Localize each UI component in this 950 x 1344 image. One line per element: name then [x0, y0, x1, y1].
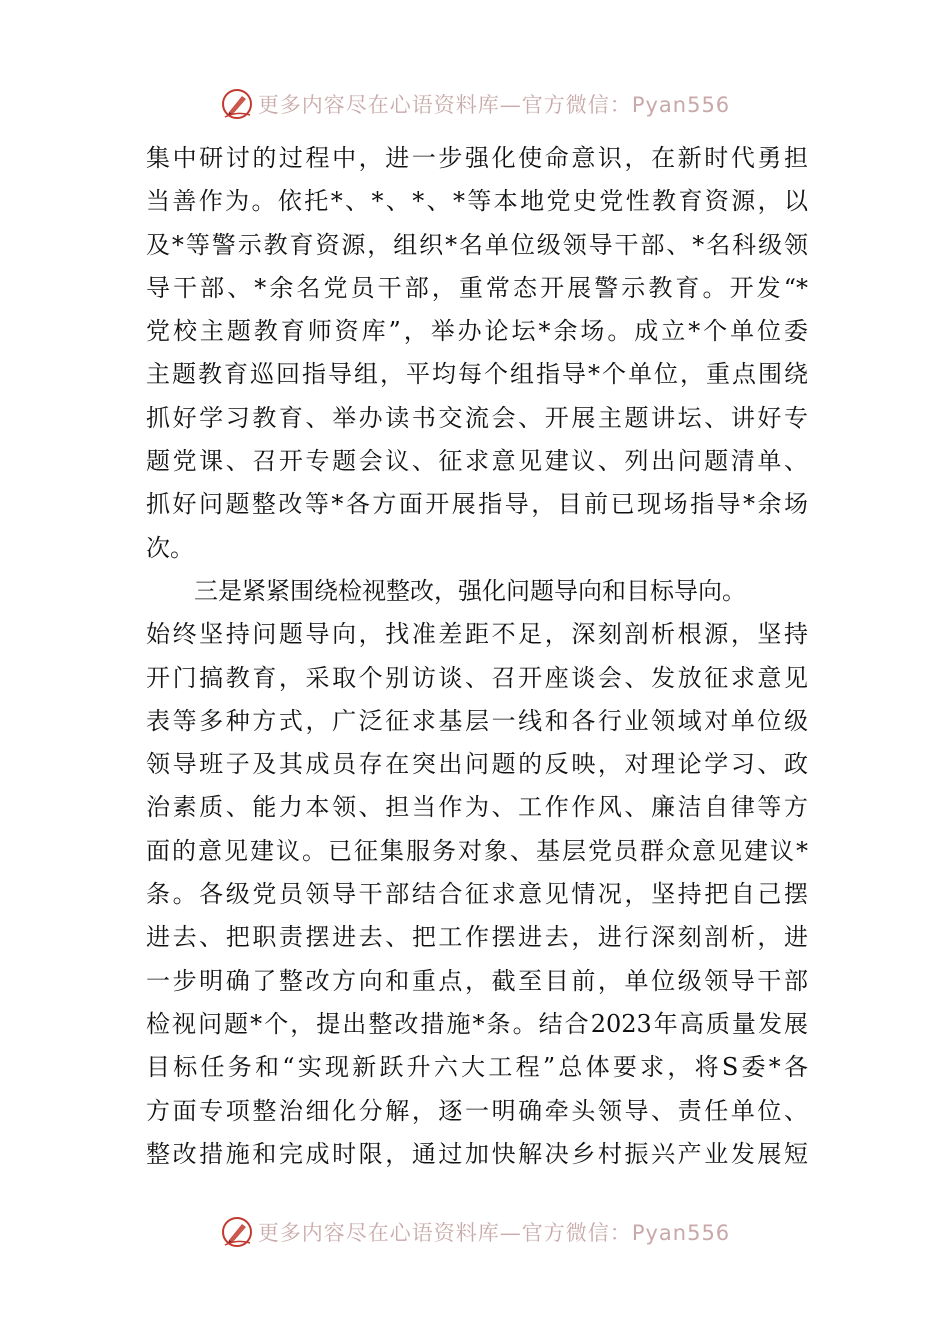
header-watermark — [0, 84, 950, 124]
text-line: 表等多种方式，广泛征求基层一线和各行业领域对单位级 — [146, 706, 808, 735]
pen-logo-icon — [220, 87, 254, 121]
text-line: 次。 — [146, 533, 194, 562]
text-line: 治素质、能力本领、担当作为、工作作风、廉洁自律等方 — [146, 793, 808, 822]
watermark-text: 更多内容尽在心语资料库—官方微信：Pyan556 — [257, 93, 731, 117]
text-line: 及*等警示教育资源，组织*名单位级领导干部、*名科级领 — [146, 230, 808, 259]
text-line: 进去、把职责摆进去、把工作摆进去，进行深刻剖析，进 — [146, 923, 808, 952]
pen-logo-icon — [220, 1215, 254, 1249]
text-line: 方面专项整治细化分解，逐一明确牵头领导、责任单位、 — [146, 1096, 808, 1125]
text-line: 主题教育巡回指导组，平均每个组指导*个单位，重点围绕 — [146, 360, 808, 389]
body-text — [146, 137, 808, 1176]
text-line: 面的意见建议。已征集服务对象、基层党员群众意见建议* — [146, 836, 808, 865]
text-line: 始终坚持问题导向，找准差距不足，深刻剖析根源，坚持 — [146, 620, 808, 649]
text-line: 开门搞教育，采取个别访谈、召开座谈会、发放征求意见 — [146, 663, 808, 692]
text-line: 导干部、*余名党员干部，重常态开展警示教育。开发“* — [146, 273, 808, 302]
text-line: 抓好问题整改等*各方面开展指导，目前已现场指导*余场 — [146, 490, 808, 519]
text-line: 条。各级党员领导干部结合征求意见情况，坚持把自己摆 — [146, 880, 808, 909]
text-line: 三是紧紧围绕检视整改，强化问题导向和目标导向。 — [194, 576, 746, 605]
text-line: 集中研讨的过程中，进一步强化使命意识，在新时代勇担 — [146, 144, 808, 172]
text-line: 党校主题教育师资库”，举办论坛*余场。成立*个单位委 — [146, 317, 808, 346]
footer-watermark — [0, 1212, 950, 1252]
text-line: 目标任务和“实现新跃升六大工程”总体要求，将S委*各 — [146, 1053, 808, 1082]
text-line: 检视问题*个，提出整改措施*条。结合2023年高质量发展 — [146, 1009, 808, 1038]
text-line: 当善作为。依托*、*、*、*等本地党史党性教育资源，以 — [146, 187, 808, 216]
text-line: 一步明确了整改方向和重点，截至目前，单位级领导干部 — [146, 966, 808, 995]
text-line: 领导班子及其成员存在突出问题的反映，对理论学习、政 — [146, 750, 808, 779]
text-line: 抓好学习教育、举办读书交流会、开展主题讲坛、讲好专 — [146, 403, 808, 432]
text-line: 题党课、召开专题会议、征求意见建议、列出问题清单、 — [146, 447, 808, 476]
watermark-text: 更多内容尽在心语资料库—官方微信：Pyan556 — [257, 1221, 731, 1245]
text-line: 整改措施和完成时限，通过加快解决乡村振兴产业发展短 — [146, 1139, 808, 1168]
